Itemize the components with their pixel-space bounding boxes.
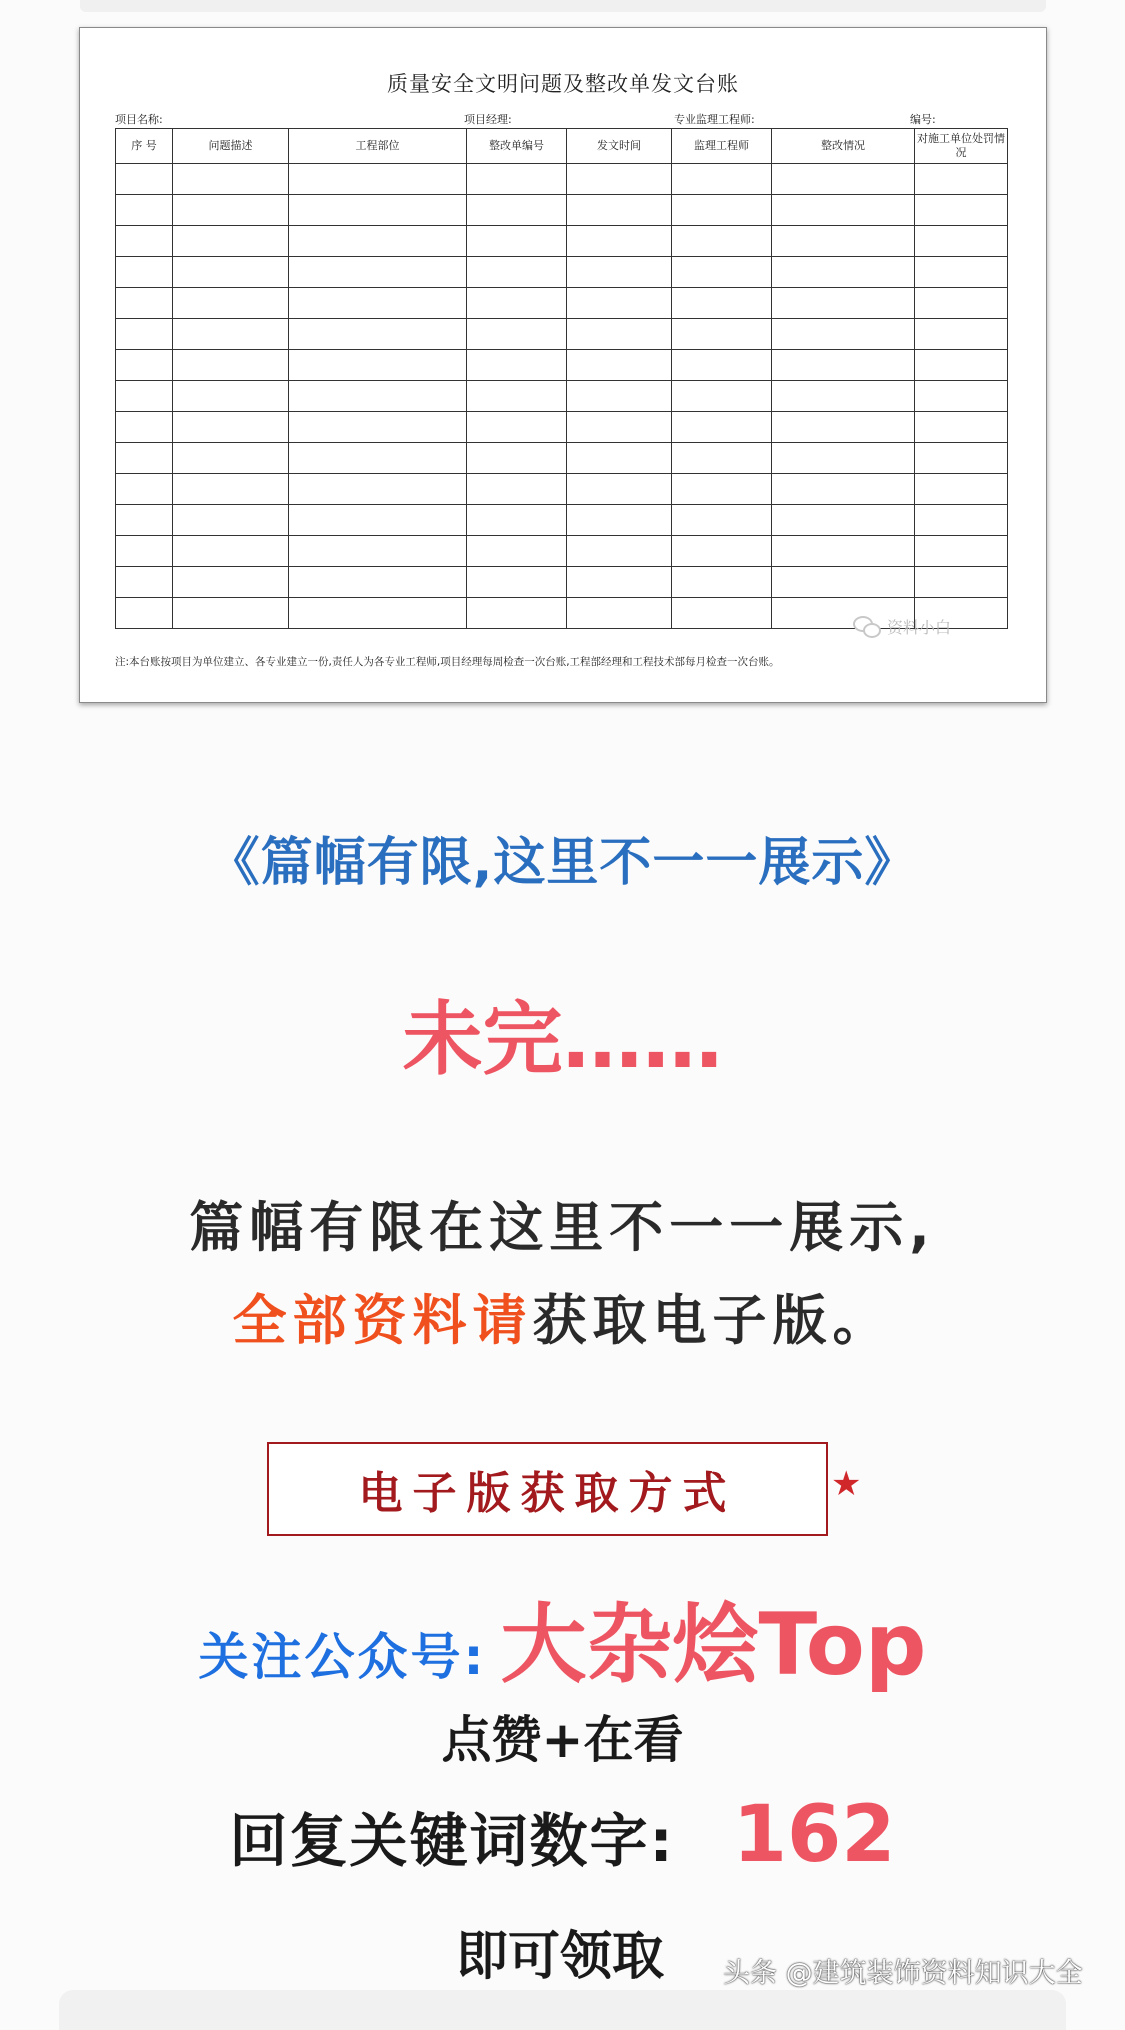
table-cell (772, 567, 915, 598)
table-cell (772, 195, 915, 226)
table-cell (567, 598, 672, 629)
table-cell (772, 412, 915, 443)
table-cell (672, 381, 772, 412)
follow-account-row (0, 1575, 1125, 1699)
wechat-icon (853, 616, 883, 638)
table-cell (116, 443, 173, 474)
table-cell (672, 474, 772, 505)
table-cell (772, 226, 915, 257)
project-manager-label: 项目经理: (464, 113, 512, 126)
number-label: 编号: (910, 113, 936, 126)
table-cell (116, 505, 173, 536)
document-title: 质量安全文明问题及整改单发文台账 (387, 72, 739, 96)
table-cell (173, 412, 289, 443)
table-cell (289, 567, 467, 598)
table-cell (289, 257, 467, 288)
table-cell (567, 505, 672, 536)
table-row (116, 443, 1008, 474)
table-cell (173, 164, 289, 195)
table-cell (173, 195, 289, 226)
table-cell (467, 443, 567, 474)
table-cell (289, 412, 467, 443)
table-cell (173, 536, 289, 567)
table-cell (467, 350, 567, 381)
electronic-version-method-box: 电子版获取方式 (267, 1442, 828, 1536)
table-row (116, 567, 1008, 598)
table-cell (915, 350, 1008, 381)
table-cell (567, 474, 672, 505)
table-cell (772, 505, 915, 536)
table-cell (289, 226, 467, 257)
table-cell (173, 598, 289, 629)
claim-text: 即可领取 (456, 1927, 665, 1987)
table-cell (289, 164, 467, 195)
table-cell (173, 288, 289, 319)
table-cell (915, 257, 1008, 288)
get-electronic-version-paragraph (0, 1278, 1125, 1355)
like-and-watch-text: 点赞+在看 (441, 1711, 684, 1769)
column-header: 问题描述 (173, 129, 289, 164)
table-cell (467, 319, 567, 350)
account-name: 大杂烩Top (500, 1595, 927, 1695)
table-cell (772, 381, 915, 412)
table-cell (467, 412, 567, 443)
table-cell (915, 381, 1008, 412)
limited-space-banner: 《篇幅有限,这里不一一展示》 (207, 833, 918, 893)
table-cell (116, 226, 173, 257)
keyword-number: 162 (732, 1790, 896, 1880)
column-header: 整改单编号 (467, 129, 567, 164)
table-cell (467, 598, 567, 629)
unfinished-text: 未完…… (402, 993, 723, 1086)
table-cell (173, 319, 289, 350)
table-cell (772, 288, 915, 319)
table-cell (772, 350, 915, 381)
table-cell (567, 412, 672, 443)
table-cell (467, 505, 567, 536)
table-cell (772, 257, 915, 288)
limited-space-paragraph: 篇幅有限在这里不一一展示, (189, 1196, 936, 1259)
ledger-document-image (79, 27, 1047, 703)
document-note: 注:本台账按项目为单位建立、各专业建立一份,责任人为各专业工程师,项目经理每周检查一次台账,工程部经理和工程技术部每月检查一次台账。 (115, 656, 780, 668)
table-cell (289, 288, 467, 319)
table-cell (173, 381, 289, 412)
column-header: 整改情况 (772, 129, 915, 164)
watermark-text: 资料小白 (887, 618, 952, 637)
table-cell (915, 288, 1008, 319)
table-cell (915, 443, 1008, 474)
watermark (853, 615, 951, 638)
reply-keyword-label: 回复关键词数字: (229, 1807, 675, 1875)
table-cell (173, 505, 289, 536)
table-cell (467, 536, 567, 567)
table-cell (116, 257, 173, 288)
table-cell (672, 598, 772, 629)
table-row (116, 381, 1008, 412)
table-row (116, 412, 1008, 443)
table-row (116, 257, 1008, 288)
table-cell (567, 536, 672, 567)
table-cell (289, 505, 467, 536)
table-cell (772, 536, 915, 567)
table-cell (772, 474, 915, 505)
table-cell (915, 195, 1008, 226)
column-header: 对施工单位处罚情况 (915, 129, 1008, 164)
table-cell (672, 257, 772, 288)
table-cell (116, 381, 173, 412)
table-cell (116, 164, 173, 195)
table-cell (467, 567, 567, 598)
table-cell (289, 319, 467, 350)
table-cell (467, 474, 567, 505)
table-cell (567, 319, 672, 350)
table-cell (915, 164, 1008, 195)
table-cell (173, 350, 289, 381)
table-cell (672, 195, 772, 226)
table-cell (672, 536, 772, 567)
table-row (116, 226, 1008, 257)
reply-keyword-row (0, 1790, 1125, 1880)
table-cell (116, 350, 173, 381)
next-card-edge (59, 1990, 1066, 2030)
table-cell (116, 474, 173, 505)
table-row (116, 505, 1008, 536)
table-cell (467, 381, 567, 412)
table-cell (289, 598, 467, 629)
get-electronic-version-text: 获取电子版。 (532, 1289, 893, 1352)
table-cell (116, 288, 173, 319)
table-cell (173, 226, 289, 257)
table-row (116, 474, 1008, 505)
table-row (116, 195, 1008, 226)
table-cell (672, 412, 772, 443)
table-cell (672, 226, 772, 257)
table-cell (467, 226, 567, 257)
table-row (116, 536, 1008, 567)
table-cell (915, 536, 1008, 567)
table-row (116, 288, 1008, 319)
table-row (116, 164, 1008, 195)
table-cell (467, 195, 567, 226)
table-cell (116, 412, 173, 443)
table-cell (915, 226, 1008, 257)
all-materials-highlight: 全部资料请 (232, 1289, 533, 1352)
table-cell (289, 536, 467, 567)
table-cell (467, 288, 567, 319)
table-cell (567, 164, 672, 195)
table-cell (116, 536, 173, 567)
table-cell (289, 350, 467, 381)
table-cell (116, 598, 173, 629)
table-cell (672, 350, 772, 381)
table-cell (173, 474, 289, 505)
column-header: 工程部位 (289, 129, 467, 164)
table-cell (567, 350, 672, 381)
table-cell (672, 319, 772, 350)
table-cell (915, 412, 1008, 443)
table-cell (772, 443, 915, 474)
table-cell (772, 319, 915, 350)
table-cell (116, 195, 173, 226)
table-cell (116, 567, 173, 598)
column-header: 发文时间 (567, 129, 672, 164)
column-header: 序 号 (116, 129, 173, 164)
table-cell (672, 505, 772, 536)
table-cell (672, 567, 772, 598)
table-cell (915, 505, 1008, 536)
table-cell (672, 443, 772, 474)
table-cell (467, 257, 567, 288)
table-cell (672, 288, 772, 319)
project-name-label: 项目名称: (115, 113, 163, 126)
table-cell (567, 381, 672, 412)
table-cell (289, 474, 467, 505)
table-cell (772, 164, 915, 195)
table-cell (915, 474, 1008, 505)
table-cell (173, 257, 289, 288)
table-cell (289, 443, 467, 474)
table-cell (567, 257, 672, 288)
source-credit: 头条 @建筑装饰资料知识大全 (723, 1958, 1083, 1989)
table-cell (915, 319, 1008, 350)
column-header: 监理工程师 (672, 129, 772, 164)
table-cell (116, 319, 173, 350)
table-cell (567, 195, 672, 226)
table-row (116, 350, 1008, 381)
follow-account-label: 关注公众号: (198, 1628, 487, 1686)
table-cell (289, 381, 467, 412)
table-cell (467, 164, 567, 195)
table-cell (672, 164, 772, 195)
table-cell (173, 567, 289, 598)
previous-card-edge (80, 0, 1046, 12)
table-cell (567, 226, 672, 257)
table-cell (567, 567, 672, 598)
table-cell (915, 567, 1008, 598)
star-icon: ★ (831, 1464, 862, 1504)
table-cell (567, 288, 672, 319)
table-row (116, 319, 1008, 350)
table-header-row (116, 129, 1008, 164)
table-cell (173, 443, 289, 474)
supervising-engineer-label: 专业监理工程师: (674, 113, 755, 126)
table-cell (567, 443, 672, 474)
ledger-table (115, 128, 1008, 629)
table-cell (289, 195, 467, 226)
